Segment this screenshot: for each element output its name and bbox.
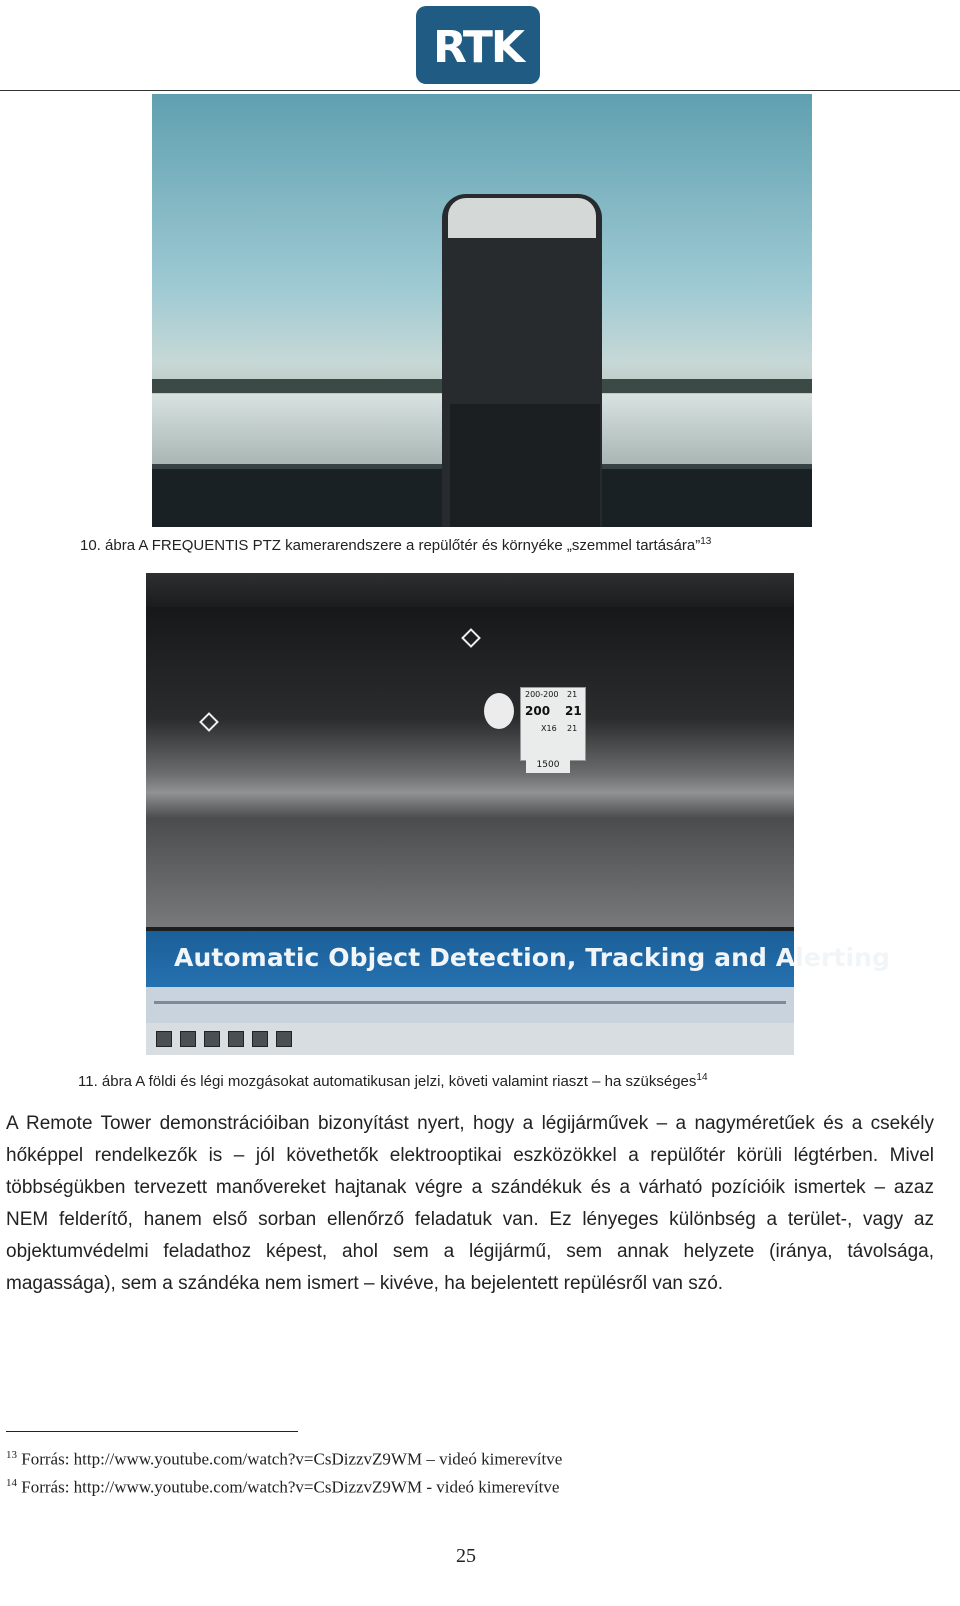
timeline-track[interactable] bbox=[154, 1001, 786, 1004]
track-marker bbox=[199, 712, 219, 732]
footnote-divider bbox=[6, 1431, 298, 1432]
tool-icon[interactable] bbox=[276, 1031, 292, 1047]
footnote-ref-14: 14 bbox=[696, 1072, 708, 1083]
figure-11-video-frame bbox=[146, 573, 891, 1055]
footnote-13: $^{13}$ Forrás: http://www.youtube.com/watch?v=CsDizzvZ9WM – videó kimerevítve bbox=[6, 1449, 563, 1469]
tool-icon[interactable] bbox=[204, 1031, 220, 1047]
speed-label: 1500 bbox=[526, 757, 570, 773]
ptz-camera-base bbox=[450, 404, 600, 527]
figure-10-photo bbox=[152, 94, 812, 527]
body-paragraph: A Remote Tower demonstrációiban bizonyítást nyert, hogy a légijárművek – a nagyméretűek és a csekély hőképpel rendelkezők is – jól követhetők elektrooptikai eszközökkel a repülőtér körüli légtérben. Mivel többségükben tervezett manővereket hajtanak végre a szándékuk és a várható pozícióik ismertek – azaz NEM felderítő, hanem első sorban ellenőrző feladatuk van. Ez lényeges különbség a terület-, vagy az objektumvédelmi feladathoz képest, ahol sem a légijármű, sem annak helyzete (iránya, távolsága, magassága), sem a szándéka nem ismert – kivéve, ha bejelentett repülésről van szó. bbox=[6, 1113, 934, 1294]
header-divider bbox=[0, 90, 960, 91]
thermal-scene bbox=[146, 607, 794, 927]
ptz-camera-top bbox=[448, 198, 596, 238]
aircraft-label-card: 200-200 21 200 21 X16 21 bbox=[520, 687, 586, 761]
footnote-14: $^{14}$ Forrás: http://www.youtube.com/watch?v=CsDizzvZ9WM - videó kimerevítve bbox=[6, 1477, 560, 1497]
figure-10-caption: 10. ábra A FREQUENTIS PTZ kamerarendszere a repülőtér és környéke „szemmel tartására”$^{13}$ bbox=[80, 536, 712, 554]
banner-text: Automatic Object Detection, Tracking and Alerting bbox=[174, 943, 891, 972]
tool-icon[interactable] bbox=[252, 1031, 268, 1047]
video-timeline[interactable] bbox=[146, 987, 794, 1023]
footnote-ref-13: 13 bbox=[700, 536, 712, 547]
video-toolbar bbox=[146, 1023, 794, 1055]
page-number: 25 bbox=[456, 1545, 476, 1567]
heading-compass-icon bbox=[484, 693, 514, 729]
bearing-ruler bbox=[146, 573, 794, 608]
tool-icon[interactable] bbox=[180, 1031, 196, 1047]
logo-text: RTK bbox=[432, 22, 523, 73]
tool-icon[interactable] bbox=[156, 1031, 172, 1047]
track-marker bbox=[461, 628, 481, 648]
rtk-logo bbox=[416, 6, 540, 84]
tool-icon[interactable] bbox=[228, 1031, 244, 1047]
figure-11-caption: 11. ábra A földi és légi mozgásokat automatikusan jelzi, követi valamint riaszt – ha szükséges$^{14}$ bbox=[78, 1072, 708, 1090]
feature-banner bbox=[146, 931, 891, 987]
